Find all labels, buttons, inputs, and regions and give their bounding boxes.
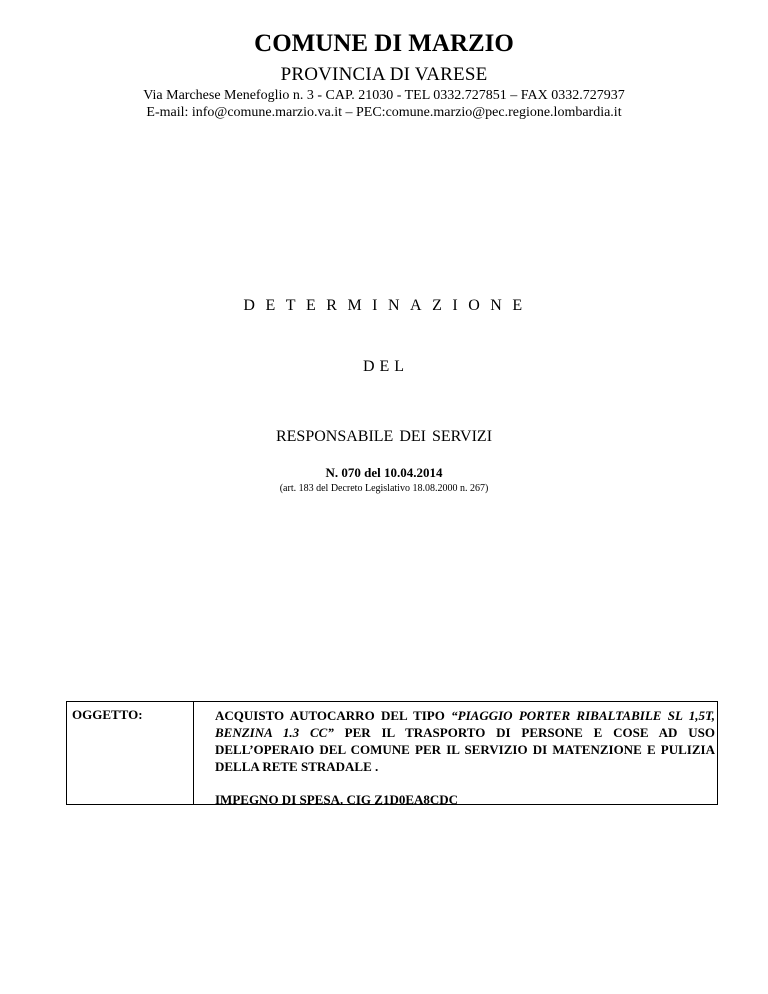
subject-label: OGGETTO: [72, 707, 143, 722]
table-divider [193, 702, 194, 804]
document-number: N. 070 del 10.04.2014 [325, 465, 443, 480]
subject-vehicle-model: “PIAGGIO PORTER RIBALTABILE SL 1,5T, BENZINA 1.3 CC” [215, 708, 715, 740]
subject-part-3: PER IL TRASPORTO DI PERSONE E COSE AD USO DELL’OPERAIO DEL COMUNE PER IL SERVIZIO DI MATENZIONE E PULIZIA DELLA RETE STRADALE . [215, 725, 715, 774]
subject-commitment: IMPEGNO DI SPESA. CIG Z1D0EA8CDC [215, 792, 459, 807]
document-del: DEL [362, 358, 410, 375]
subject-part-1: ACQUISTO AUTOCARRO DEL TIPO [215, 708, 452, 723]
address-line: Via Marchese Menefoglio n. 3 - CAP. 21030 - TEL 0332.727851 – FAX 0332.727937 [143, 88, 625, 103]
legal-reference: (art. 183 del Decreto Legislativo 18.08.2000 n. 267) [279, 483, 489, 494]
subject-text [215, 707, 715, 808]
document-type: DETERMINAZIONE [243, 297, 533, 314]
province-name: PROVINCIA DI VARESE [280, 64, 488, 85]
email-line: E-mail: info@comune.marzio.va.it – PEC:comune.marzio@pec.regione.lombardia.it [146, 105, 622, 120]
subject-table [66, 701, 718, 805]
contact-block [0, 87, 768, 121]
municipality-title: COMUNE DI MARZIO [254, 30, 514, 57]
responsible-title: RESPONSABILE DEI SERVIZI [275, 428, 493, 445]
